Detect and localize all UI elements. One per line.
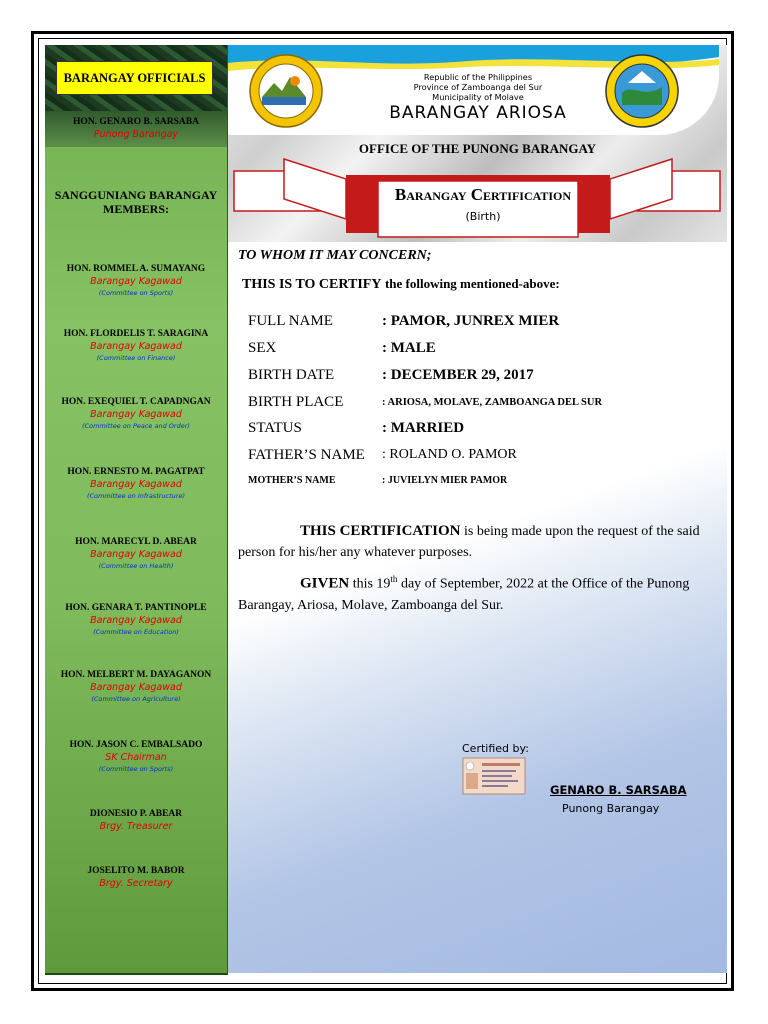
certificate-body — [228, 45, 727, 973]
given-paragraph — [238, 569, 716, 616]
officials-sidebar — [45, 45, 228, 975]
official-committee: (Committee on Education) — [93, 628, 179, 636]
official-role: Barangay Kagawad — [90, 341, 182, 352]
para2-text-b: day of September, 2022 at the Office of the Punong Barangay, Ariosa, Molave, Zamboanga del Sur. — [238, 576, 690, 613]
para2-bold: GIVEN — [300, 575, 350, 592]
official-role: Barangay Kagawad — [90, 276, 182, 287]
para1-text: is being made upon the request of the said person for his/her any whatever purposes. — [238, 524, 700, 560]
official-role: Barangay Kagawad — [90, 615, 182, 626]
field-value: : MALE — [382, 340, 436, 356]
certify-rest: the following mentioned-above: — [384, 276, 560, 291]
id-card-image — [462, 757, 526, 795]
official-committee: (Committee on Peace and Order) — [82, 422, 190, 430]
barangay-seal — [248, 53, 324, 129]
official-entry — [45, 466, 227, 501]
captain-entry — [45, 116, 227, 141]
officials-header: BARANGAY OFFICIALS — [56, 61, 213, 95]
certified-by-label: Certified by: — [462, 742, 529, 755]
field-label: BIRTH PLACE — [248, 394, 344, 410]
field-label: SEX — [248, 340, 277, 356]
secretary-entry — [45, 865, 227, 890]
official-role: Barangay Kagawad — [90, 409, 182, 420]
official-name: HON. JASON C. EMBALSADO — [69, 740, 203, 750]
para2-sup: th — [390, 574, 398, 584]
official-committee: (Committee on Agriculture) — [91, 695, 181, 703]
official-entry — [45, 669, 227, 704]
request-paragraph — [238, 521, 716, 563]
certificate-subtitle: (Birth) — [465, 210, 501, 223]
signer-name: GENARO B. SARSABA — [550, 783, 687, 797]
official-committee: (Committee on Finance) — [96, 354, 176, 362]
official-entry — [45, 536, 227, 571]
official-entry — [45, 263, 227, 298]
field-value: : ROLAND O. PAMOR — [382, 447, 517, 462]
certify-line — [242, 276, 560, 293]
official-name: JOSELITO M. BABOR — [87, 866, 185, 876]
certificate-title: Barangay Certification — [394, 185, 572, 204]
field-value: : MARRIED — [382, 420, 465, 436]
official-role: Barangay Kagawad — [90, 549, 182, 560]
official-name: HON. ROMMEL A. SUMAYANG — [66, 264, 206, 274]
official-committee: (Committee on Infrastructure) — [86, 492, 185, 500]
official-entry — [45, 396, 227, 431]
para1-bold: THIS CERTIFICATION — [300, 523, 461, 539]
official-name: HON. EXEQUIEL T. CAPADNGAN — [61, 397, 211, 407]
republic-lines — [338, 72, 618, 102]
barangay-name: BARANGAY ARIOSA — [389, 103, 567, 123]
official-name: HON. MARECYL D. ABEAR — [75, 537, 197, 547]
field-label: MOTHER’S NAME — [248, 475, 336, 486]
province-line: Province of Zamboanga del Sur — [413, 82, 543, 92]
official-role: Brgy. Secretary — [99, 878, 173, 889]
official-role: Punong Barangay — [93, 129, 179, 140]
members-heading: SANGGUNIANG BARANGAY MEMBERS: — [54, 188, 218, 216]
official-committee: (Committee on Health) — [98, 562, 174, 570]
official-committee: (Committee on Sports) — [98, 289, 174, 297]
field-label: BIRTH DATE — [248, 367, 335, 383]
republic-line: Republic of the Philippines — [423, 72, 533, 82]
field-value: : DECEMBER 29, 2017 — [382, 367, 534, 383]
official-name: HON. GENARA T. PANTINOPLE — [65, 603, 207, 613]
certify-bold: THIS IS TO CERTIFY — [242, 277, 382, 292]
field-value: : PAMOR, JUNREX MIER — [382, 313, 560, 329]
official-name: HON. FLORDELIS T. SARAGINA — [63, 329, 209, 339]
official-entry — [45, 739, 227, 774]
para2-text-a: this 19 — [352, 576, 391, 592]
official-name: HON. GENARO B. SARSABA — [73, 117, 199, 127]
treasurer-entry — [45, 808, 227, 833]
official-role: SK Chairman — [105, 752, 167, 763]
municipality-line: Municipality of Molave — [432, 92, 524, 102]
field-value: : ARIOSA, MOLAVE, ZAMBOANGA DEL SUR — [382, 397, 603, 408]
salutation: TO WHOM IT MAY CONCERN; — [238, 248, 432, 263]
official-role: Barangay Kagawad — [90, 682, 182, 693]
field-label: STATUS — [248, 420, 302, 436]
field-value: : JUVIELYN MIER PAMOR — [382, 475, 508, 486]
official-role: Barangay Kagawad — [90, 479, 182, 490]
official-entry — [45, 602, 227, 637]
office-title: OFFICE OF THE PUNONG BARANGAY — [358, 141, 597, 156]
field-label: FULL NAME — [248, 313, 333, 329]
field-label: FATHER’S NAME — [248, 447, 365, 463]
signer-title: Punong Barangay — [562, 802, 660, 815]
official-name: HON. MELBERT M. DAYAGANON — [60, 670, 212, 680]
official-name: HON. ERNESTO M. PAGATPAT — [67, 467, 205, 477]
official-name: DIONESIO P. ABEAR — [89, 809, 183, 819]
official-entry — [45, 328, 227, 363]
official-committee: (Committee on Sports) — [98, 765, 174, 773]
official-role: Brgy. Treasurer — [99, 821, 173, 832]
